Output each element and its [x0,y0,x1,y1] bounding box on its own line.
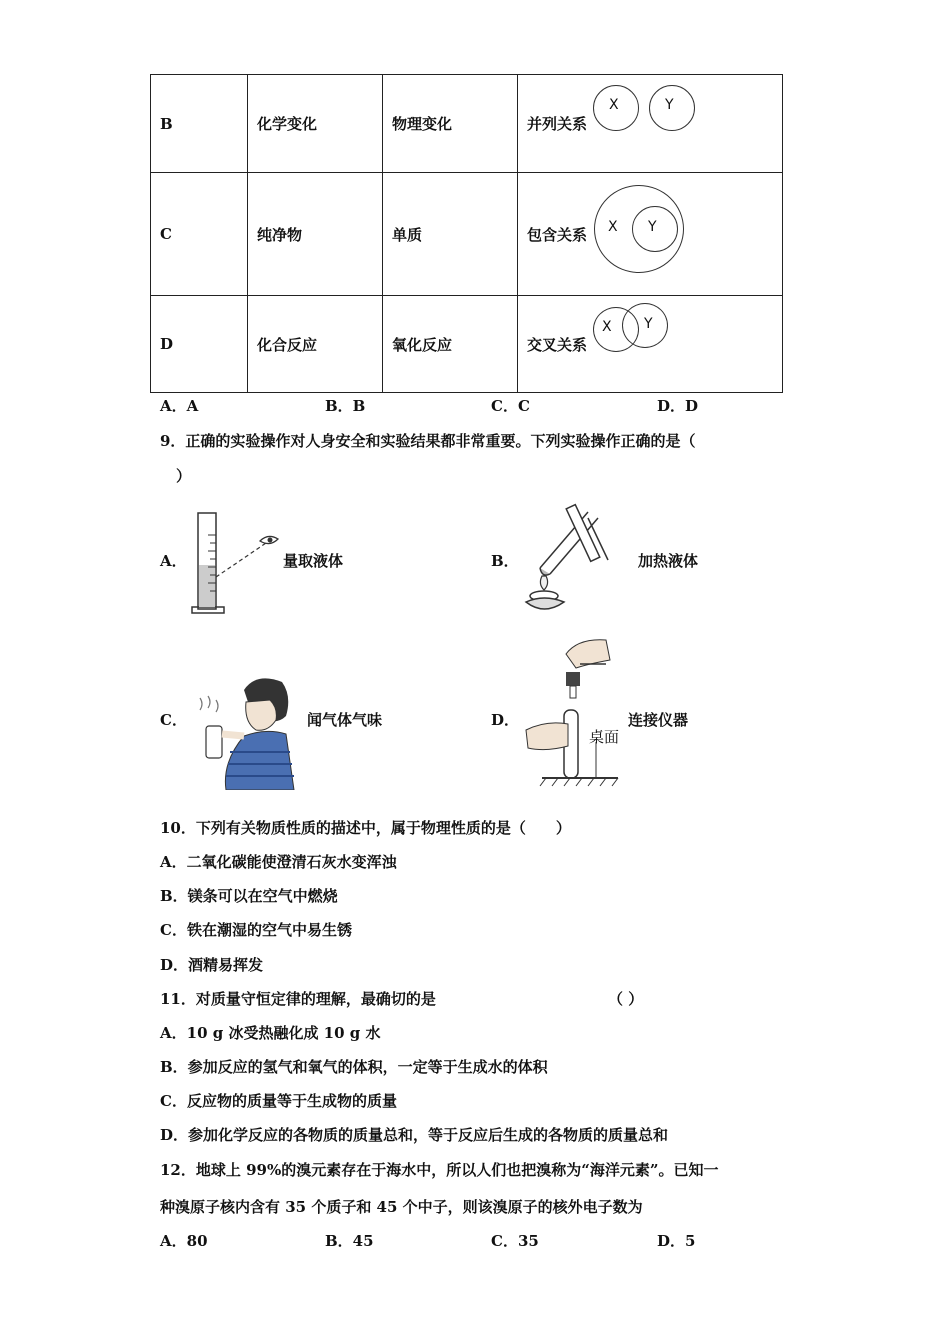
option-d-caption: 连接仪器 [628,711,689,729]
question-11-option-a: A．10 g 冰受热融化成 10 g 水 [160,1024,381,1042]
circle-y-label: Y [644,316,653,332]
relation-cell: 并列关系 [518,75,783,173]
option-cell: D [151,296,248,393]
option-c-caption: 闻气体气味 [307,711,383,729]
question-11-option-c: C．反应物的质量等于生成物的质量 [160,1092,397,1110]
option-a-caption: 量取液体 [283,552,344,570]
relation-cell: 包含关系 [518,173,783,296]
circle-y-label: Y [648,219,657,235]
option-b-caption: 加热液体 [638,552,699,570]
option-a-letter: A． [160,552,187,570]
question-11-stem: 11．对质量守恒定律的理解，最确切的是 [160,990,436,1008]
x-cell: 纯净物 [248,173,383,296]
question-12-choice-d: D．5 [657,1232,696,1250]
y-cell: 氧化反应 [383,296,518,393]
x-cell: 化合反应 [248,296,383,393]
table-row [151,173,783,296]
option-c-letter: C． [160,711,187,729]
question-10-option-c: C．铁在潮湿的空气中易生锈 [160,921,352,939]
option-b-letter: B． [491,552,519,570]
choice-c: C．C [491,397,530,415]
question-12-choice-a: A．80 [160,1232,208,1250]
heating-liquid-illustration [518,498,618,616]
circle-x-label: X [608,219,618,235]
question-9-stem-cont: ） [176,467,192,485]
person-smelling-gas-illustration [186,672,306,790]
choice-a: A．A [160,397,199,415]
question-9-stem: 9．正确的实验操作对人身安全和实验结果都非常重要。下列实验操作正确的是（ [160,432,696,450]
desk-label: 桌面 [589,728,620,746]
table-row [151,296,783,393]
option-cell: C [151,173,248,296]
option-cell: B [151,75,248,173]
question-10-option-d: D．酒精易挥发 [160,956,264,974]
circle-y-label: Y [665,97,674,113]
circle-x-label: X [602,319,612,335]
question-10-option-a: A．二氧化碳能使澄清石灰水变浑浊 [160,853,397,871]
question-12-choice-c: C．35 [491,1232,539,1250]
question-12-stem-cont: 种溴原子核内含有 35 个质子和 45 个中子，则该溴原子的核外电子数为 [160,1198,643,1216]
question-12-stem: 12．地球上 99%的溴元素存在于海水中，所以人们也把溴称为“海洋元素”。已知一 [160,1161,719,1179]
question-10-stem: 10．下列有关物质性质的描述中，属于物理性质的是（ ） [160,819,571,837]
x-cell: 化学变化 [248,75,383,173]
y-cell: 物理变化 [383,75,518,173]
relation-cell: 交叉关系 [518,296,783,393]
question-12-choice-b: B．45 [325,1232,374,1250]
circle-x-label: X [609,97,619,113]
question-10-option-b: B．镁条可以在空气中燃烧 [160,887,338,905]
option-d-letter: D． [491,711,520,729]
y-cell: 单质 [383,173,518,296]
question-11-option-b: B．参加反应的氢气和氧气的体积，一定等于生成水的体积 [160,1058,548,1076]
connecting-apparatus-illustration [522,634,622,790]
question-11-answer-paren: （ ） [608,990,644,1008]
choice-d: D．D [657,397,699,415]
measuring-cylinder-illustration [186,505,280,617]
choice-b: B．B [325,397,366,415]
question-11-option-d: D．参加化学反应的各物质的质量总和，等于反应后生成的各物质的质量总和 [160,1126,669,1144]
